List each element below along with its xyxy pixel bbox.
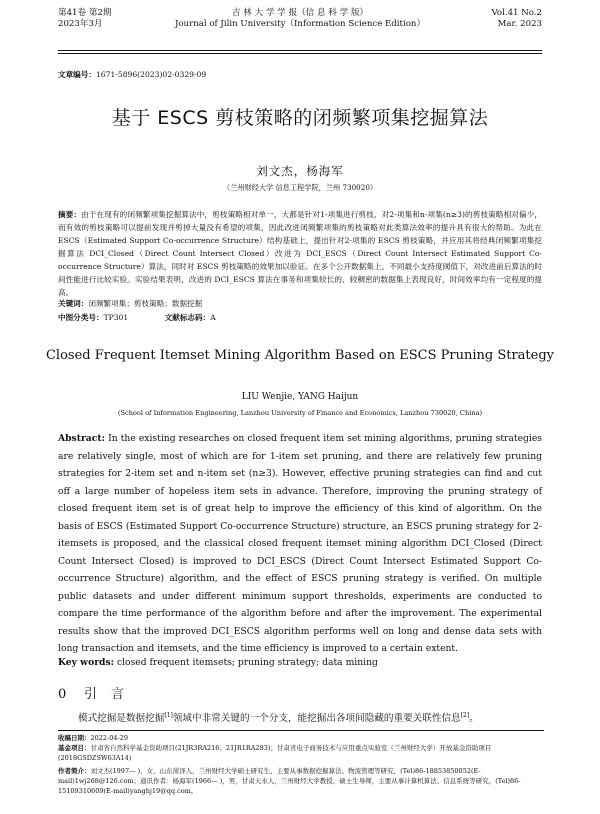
affiliation-en: (School of Information Engineering, Lanzhou University of Finance and Economics, Lanzhou 730020, China) [117,409,483,417]
footnote-fund [58,743,542,763]
authors-en: LIU Wenjie, YANG Haijun [241,392,359,402]
keywords-en-text: closed frequent itemsets; pruning strategy; data mining [116,657,378,668]
received-label: 收稿日期： [58,734,91,742]
issue-date-cn: 2023年3月 [58,19,103,29]
footnote-author [58,766,542,796]
header-rule-top [58,50,542,51]
keywords-en [58,657,378,668]
header-center [58,8,542,30]
clc-label: 中图分类号： [58,313,104,322]
received-date: 2022-04-29 [90,734,128,742]
keywords-cn [58,298,202,309]
intro-text-2: 领域中非常关键的一个分支，能挖掘出各项间隐藏的重要关联性信息 [172,713,461,724]
running-header [58,8,542,46]
abstract-en-text: In the existing researches on closed frequent item set mining algorithms, pruning strategies are relatively single, most of which are for 1-item set pruning, and there are relatively few pruning strategies for 2-item set and n-item set (n≥3). However, effective pruning strategies can find and cut off a large number of hopeless item sets in advance. Therefore, improving the pruning strategy of closed frequent item set is of great help to improve the efficiency of this kind of algorithm. On the basis of ESCS (Estimated Support Co-occurrence Structure) structure, an ESCS pruning strategy for 2-itemsets is proposed, and the classical closed frequent itemset mining algorithm DCI_Closed (Direct Count Intersect Closed) is improved to DCI_ESCS (Direct Count Intersect Estimated Support Co-occurrence Structure) algorithm, and the effect of ESCS pruning strategy is verified. On multiple public datasets and under different minimum support thresholds, experiments are conducted to compare the time performance of the algorithm before and after the improvement. The experimental results show that the improved DCI_ESCS algorithm performs well on long and dense data sets with long transaction and itemsets, and the time efficiency is improved to a certain extent. [58,433,542,654]
article-number-value: 1671-5896(2023)02-0329-09 [95,70,207,79]
abstract-cn-text: 由于在现有的闭频繁项集挖掘算法中，剪枝策略相对单一，大都是针对1-项集进行剪枝，对2-项集和n-项集(n≥3)的剪枝策略相对偏少，而有效的剪枝策略可以提前发现并剪掉大量没有希望的项集，因此改进闭频繁项集的剪枝策略对此类算法效率的提升具有很大的帮助。为此在 ESCS（Estimated Support Co-occurrence Structure）结构基础上，提出针对2-项集的 ESCS 剪枝策略，并应用其将经典闭频繁项集挖掘算法 DCI_Closed（Direct Count Intersect Closed）改进为 DCI_ESCS（Direct Count Intersect Estimated Support Co-occurrence Structure）算法，同时对 ESCS 剪枝策略的效果加以验证。在多个公开数据集上，不同最小支持度阈值下，对改进前后算法的时间性能进行比较实验。实验结果表明，改进的 DCI_ESCS 算法在事务和项集较长的、较稠密的数据集上表现良好，时间效率均有一定程度的提高。 [58,210,543,297]
volume-issue: 第41卷 第2期 [58,8,112,18]
article-number [58,69,206,80]
keywords-cn-text: 闭频繁项集；剪枝策略；数据挖掘 [88,299,203,308]
footnote-received [58,733,542,743]
citation-1[interactable]: [1] [164,711,173,719]
affiliation-cn: （兰州财经大学 信息工程学院，兰州 730020） [222,183,378,192]
doc-code-value: A [210,313,216,322]
author-bio-text: 刘文杰(1997— )，女，山东菏泽人，兰州财经大学硕士研究生，主要从事数据挖掘算法、物流管理等研究，(Tel)86-18853850052(E-mail)1wj268@126.com；通讯作者：杨海军(1966— )，男，甘肃天水人，兰州财经大学教授，硕士生导师，主要从事计算机算法、信息系统等研究，(Tel)86-15109310609(E-mail)yanghj19@qq.com。 [58,767,521,795]
abstract-en-label: Abstract: [58,433,105,444]
paper-title-cn: 基于 ESCS 剪枝策略的闭频繁项集挖掘算法 [111,107,489,129]
intro-paragraph [58,710,542,724]
section-heading [58,683,138,702]
volume-no-en: Vol.41 No.2 [491,8,542,18]
journal-name-cn: 吉 林 大 学 学 报（信 息 科 学 版） [231,8,369,18]
clc-value: TP301 [103,313,129,322]
keywords-cn-label: 关键词： [58,299,89,308]
intro-text-3: 。 [469,713,479,724]
section-title: 引言 [84,687,139,702]
fund-label: 基金项目： [58,744,91,752]
header-right [492,8,542,30]
abstract-cn [58,208,542,299]
header-rule-bottom [58,53,542,54]
intro-text-1: 模式挖掘是数据挖掘 [78,713,165,724]
author-bio-label: 作者简介： [58,767,91,775]
authors-cn: 刘文杰，杨海军 [256,164,344,178]
keywords-en-label: Key words: [58,657,115,668]
section-number: 0 [58,687,67,702]
classification-cn [58,312,250,323]
doc-code-label: 文献标志码： [164,313,211,322]
paper-title-en: Closed Frequent Itemset Mining Algorithm Based on ESCS Pruning Strategy [45,348,555,363]
journal-name-en: Journal of Jilin University（Information Science Edition） [174,19,426,29]
article-number-label: 文章编号： [58,70,96,79]
abstract-en [58,430,542,658]
fund-text: 甘肃省自然科学基金资助项目(21JR3RA216；21JR1RA283)；甘肃省电子商务技术与应用重点实验室（兰州财经大学）开放基金资助项目(2018GSDZSW63A14) [58,744,492,762]
footnote-rule [58,730,544,731]
abstract-cn-label: 摘要： [58,210,82,219]
citation-2[interactable]: [2] [460,711,470,719]
issue-date-en: Mar. 2023 [497,19,542,29]
